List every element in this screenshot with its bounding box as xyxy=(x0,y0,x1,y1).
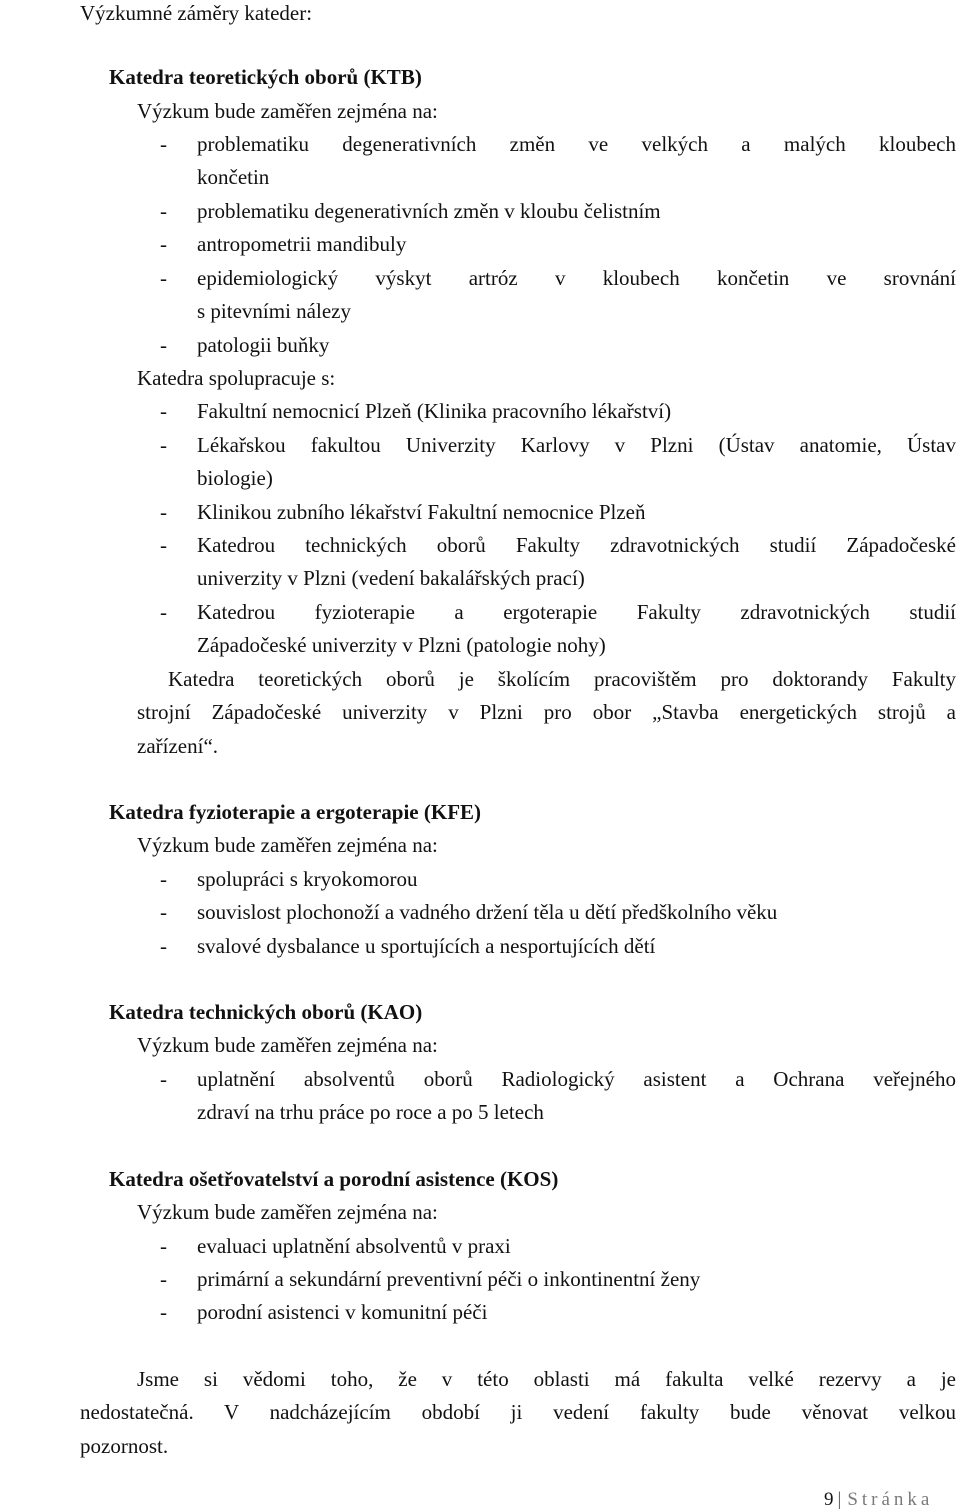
kao-title: Katedra technických oborů (KAO) xyxy=(109,1000,423,1024)
kos-research-intro: Výzkum bude zaměřen zejména na: xyxy=(137,1200,438,1224)
page-heading: Výzkumné záměry kateder: xyxy=(80,1,313,25)
paragraph-line: Katedra teoretických oborů je školícím pracovištěm pro doktorandy Fakulty xyxy=(168,667,956,691)
page-number: 9 xyxy=(824,1489,834,1510)
list-item: problematiku degenerativních změn ve velkých a malých kloubech xyxy=(197,132,956,156)
paragraph-line: strojní Západočeské univerzity v Plzni pro obor „Stavba energetických strojů a xyxy=(137,700,956,724)
list-item: patologii buňky xyxy=(197,333,330,357)
list-item: končetin xyxy=(197,165,270,189)
list-item: souvislost plochonoží a vadného držení těla u dětí předškolního věku xyxy=(197,900,778,924)
kao-research-intro: Výzkum bude zaměřen zejména na: xyxy=(137,1033,438,1057)
list-bullet: - xyxy=(160,132,167,156)
ktb-title: Katedra teoretických oborů (KTB) xyxy=(109,65,422,89)
list-item: svalové dysbalance u sportujících a nesportujících dětí xyxy=(197,934,656,958)
list-bullet: - xyxy=(160,900,167,924)
list-item: Západočeské univerzity v Plzni (patologie nohy) xyxy=(197,633,606,657)
list-bullet: - xyxy=(160,433,167,457)
paragraph-line: pozornost. xyxy=(80,1434,169,1458)
list-item: biologie) xyxy=(197,466,273,490)
list-item: problematiku degenerativních změn v kloubu čelistním xyxy=(197,199,661,223)
list-bullet: - xyxy=(160,1234,167,1258)
page-label: Stránka xyxy=(847,1489,934,1510)
list-item: evaluaci uplatnění absolventů v praxi xyxy=(197,1234,511,1258)
list-item: Klinikou zubního lékařství Fakultní nemocnice Plzeň xyxy=(197,500,646,524)
list-bullet: - xyxy=(160,333,167,357)
list-bullet: - xyxy=(160,232,167,256)
list-bullet: - xyxy=(160,867,167,891)
list-item: uplatnění absolventů oborů Radiologický asistent a Ochrana veřejného xyxy=(197,1067,956,1091)
list-item: epidemiologický výskyt artróz v kloubech končetin ve srovnání xyxy=(197,266,956,290)
list-bullet: - xyxy=(160,399,167,423)
kfe-title: Katedra fyzioterapie a ergoterapie (KFE) xyxy=(109,800,482,824)
list-item: primární a sekundární preventivní péči o inkontinentní ženy xyxy=(197,1267,701,1291)
ktb-research-intro: Výzkum bude zaměřen zejména na: xyxy=(137,99,438,123)
ktb-coop-intro: Katedra spolupracuje s: xyxy=(137,366,336,390)
paragraph-line: Jsme si vědomi toho, že v této oblasti má fakulta velké rezervy a je xyxy=(137,1367,956,1391)
list-bullet: - xyxy=(160,600,167,624)
paragraph-line: nedostatečná. V nadcházejícím období ji vedení fakulty bude věnovat velkou xyxy=(80,1400,956,1424)
footer-separator: | xyxy=(837,1489,842,1510)
list-item: antropometrii mandibuly xyxy=(197,232,407,256)
list-bullet: - xyxy=(160,1300,167,1324)
list-item: zdraví na trhu práce po roce a po 5 letech xyxy=(197,1100,544,1124)
list-bullet: - xyxy=(160,266,167,290)
list-item: spolupráci s kryokomorou xyxy=(197,867,418,891)
list-item: univerzity v Plzni (vedení bakalářských prací) xyxy=(197,566,585,590)
page-footer xyxy=(824,1488,933,1512)
kos-title: Katedra ošetřovatelství a porodní asistence (KOS) xyxy=(109,1167,559,1191)
list-bullet: - xyxy=(160,1267,167,1291)
list-item: Fakultní nemocnicí Plzeň (Klinika pracovního lékařství) xyxy=(197,399,672,423)
list-item: porodní asistenci v komunitní péči xyxy=(197,1300,488,1324)
list-bullet: - xyxy=(160,934,167,958)
list-bullet: - xyxy=(160,199,167,223)
paragraph-line: zařízení“. xyxy=(137,734,219,758)
list-item: Katedrou fyzioterapie a ergoterapie Fakulty zdravotnických studií xyxy=(197,600,956,624)
list-bullet: - xyxy=(160,500,167,524)
list-item: Katedrou technických oborů Fakulty zdravotnických studií Západočeské xyxy=(197,533,956,557)
list-bullet: - xyxy=(160,1067,167,1091)
kfe-research-intro: Výzkum bude zaměřen zejména na: xyxy=(137,833,438,857)
list-item: s pitevními nálezy xyxy=(197,299,351,323)
list-item: Lékařskou fakultou Univerzity Karlovy v Plzni (Ústav anatomie, Ústav xyxy=(197,433,956,457)
list-bullet: - xyxy=(160,533,167,557)
